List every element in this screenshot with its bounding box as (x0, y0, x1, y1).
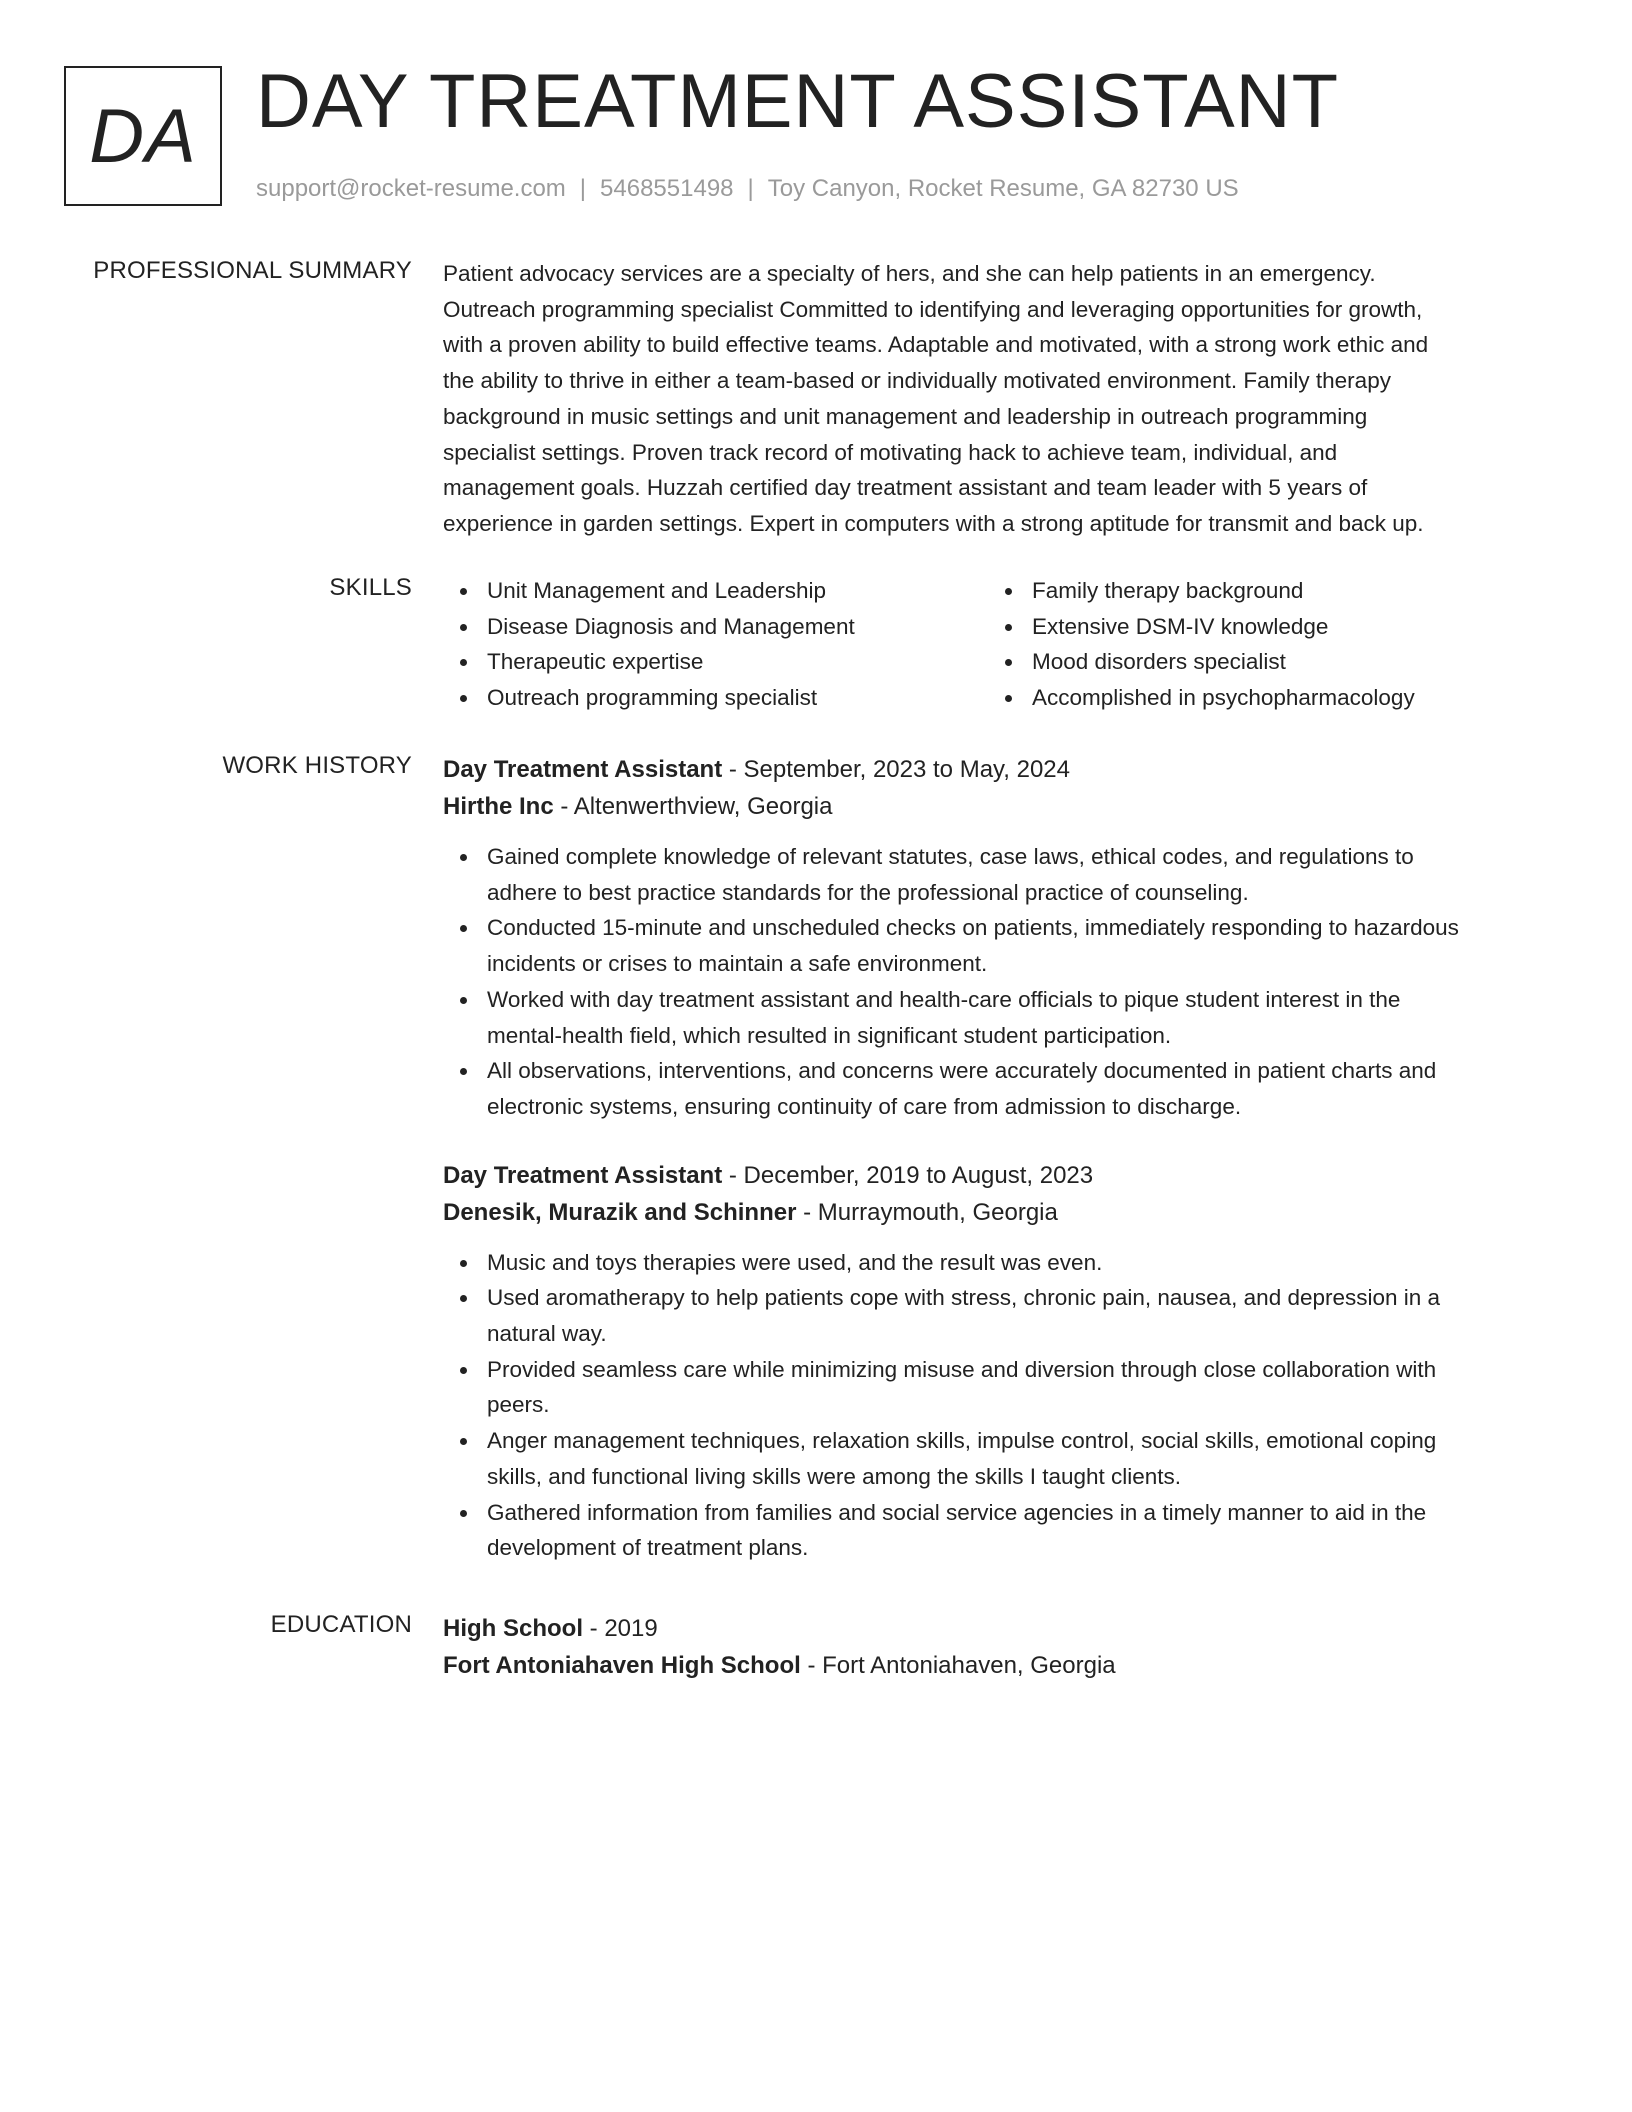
bullet-line: natural way. (487, 1321, 607, 1347)
job-bullets (443, 839, 1558, 1125)
bullet-line: Conducted 15-minute and unscheduled checks on patients, immediately responding to hazardous (487, 915, 1459, 941)
job-dates: - September, 2023 to May, 2024 (722, 756, 1070, 783)
education-degree: High School (443, 1615, 583, 1642)
education-degree-line (443, 1610, 1558, 1647)
job-company-line (443, 788, 1558, 825)
work-body (443, 751, 1558, 1566)
job-bullet (443, 982, 1558, 1053)
skill-item: Outreach programming specialist (443, 680, 988, 716)
summary-line: experience in garden settings. Expert in computers with a strong aptitude for transmit and back up. (443, 510, 1424, 536)
skill-item: Extensive DSM-IV knowledge (988, 609, 1558, 645)
skills-list-right (988, 573, 1558, 716)
job-location: - Murraymouth, Georgia (796, 1198, 1058, 1226)
contact-separator: | (747, 175, 754, 202)
job-bullet (443, 839, 1558, 910)
job-entry (443, 751, 1558, 1125)
job-company: Denesik, Murazik and Schinner (443, 1198, 797, 1226)
bullet-line: peers. (487, 1392, 550, 1418)
education-school-line (443, 1647, 1558, 1684)
contact-separator: | (579, 175, 587, 202)
page-title: DAY TREATMENT ASSISTANT (256, 59, 1339, 144)
bullet-line: Music and toys therapies were used, and the result was even. (487, 1249, 1103, 1275)
bullet-line: Anger management techniques, relaxation skills, impulse control, social skills, emotional coping (487, 1428, 1437, 1454)
education-body (443, 1610, 1558, 1684)
skill-item: Family therapy background (988, 573, 1558, 609)
bullet-line: skills, and functional living skills were among the skills I taught clients. (487, 1463, 1182, 1489)
bullet-line: Used aromatherapy to help patients cope with stress, chronic pain, nausea, and depression in a (487, 1285, 1441, 1311)
bullet-line: All observations, interventions, and concerns were accurately documented in patient charts and (487, 1058, 1437, 1084)
summary-line: the ability to thrive in either a team-based or individually motivated environment. Family therapy (443, 368, 1391, 394)
job-bullet (443, 1495, 1558, 1566)
bullet-line: Worked with day treatment assistant and health-care officials to pique student interest in the (487, 986, 1401, 1012)
job-dates: - December, 2019 to August, 2023 (722, 1161, 1094, 1189)
skill-item: Mood disorders specialist (988, 644, 1558, 680)
summary-body (443, 256, 1558, 542)
summary-line: with a proven ability to build effective teams. Adaptable and motivated, with a strong work ethic and (443, 332, 1429, 358)
job-company: Hirthe Inc (443, 793, 554, 820)
bullet-line: mental-health field, which resulted in significant student participation. (487, 1022, 1172, 1048)
summary-line: Outreach programming specialist Committed to identifying and leveraging opportunities for growth, (443, 296, 1423, 322)
contact-address: Toy Canyon, Rocket Resume, GA 82730 US (767, 175, 1239, 202)
skills-heading: SKILLS (329, 574, 412, 601)
bullet-line: electronic systems, ensuring continuity of care from admission to discharge. (487, 1093, 1242, 1119)
contact-line (256, 174, 1239, 204)
skill-item: Disease Diagnosis and Management (443, 609, 988, 645)
job-bullet (443, 1352, 1558, 1423)
monogram-initials: DA (89, 93, 197, 179)
contact-phone: 5468551498 (600, 175, 734, 202)
education-location: - Fort Antoniahaven, Georgia (800, 1652, 1116, 1679)
summary-heading: PROFESSIONAL SUMMARY (93, 257, 412, 284)
job-bullet (443, 1245, 1558, 1281)
summary-line: Patient advocacy services are a specialty of hers, and she can help patients in an emergency. (443, 261, 1376, 286)
job-title-line (443, 1157, 1558, 1194)
bullet-line: incidents or crises to maintain a safe environment. (487, 951, 988, 977)
job-title-line (443, 751, 1558, 788)
summary-line: background in music settings and unit management and leadership in outreach programming (443, 403, 1368, 429)
job-entry (443, 1157, 1558, 1566)
skills-body (443, 573, 1558, 716)
job-bullet (443, 910, 1558, 981)
summary-line: specialist settings. Proven track record of motivating hack to achieve team, individual, and (443, 439, 1338, 465)
education-school: Fort Antoniahaven High School (443, 1652, 801, 1679)
job-bullet (443, 1423, 1558, 1494)
job-location: - Altenwerthview, Georgia (553, 793, 833, 820)
job-bullet (443, 1280, 1558, 1351)
skills-list-left (443, 573, 988, 716)
job-bullet (443, 1053, 1558, 1124)
skill-item: Accomplished in psychopharmacology (988, 680, 1558, 716)
bullet-line: Gained complete knowledge of relevant statutes, case laws, ethical codes, and regulations to (487, 844, 1414, 869)
work-heading: WORK HISTORY (222, 752, 412, 779)
summary-line: management goals. Huzzah certified day treatment assistant and team leader with 5 years of (443, 475, 1368, 501)
job-bullets (443, 1245, 1558, 1566)
education-year: - 2019 (583, 1615, 658, 1642)
contact-email: support@rocket-resume.com (256, 175, 566, 202)
bullet-line: Provided seamless care while minimizing misuse and diversion through close collaboration with (487, 1356, 1437, 1382)
job-title: Day Treatment Assistant (443, 756, 723, 783)
summary-text (443, 256, 1558, 542)
bullet-line: development of treatment plans. (487, 1535, 809, 1561)
job-company-line (443, 1194, 1558, 1231)
education-heading: EDUCATION (270, 1611, 412, 1638)
skills-grid (443, 573, 1558, 716)
bullet-line: adhere to best practice standards for the professional practice of counseling. (487, 879, 1249, 905)
skill-item: Therapeutic expertise (443, 644, 988, 680)
monogram-box (64, 66, 222, 206)
skill-item: Unit Management and Leadership (443, 573, 988, 609)
job-title: Day Treatment Assistant (443, 1161, 723, 1189)
bullet-line: Gathered information from families and social service agencies in a timely manner to aid in the (487, 1499, 1427, 1525)
